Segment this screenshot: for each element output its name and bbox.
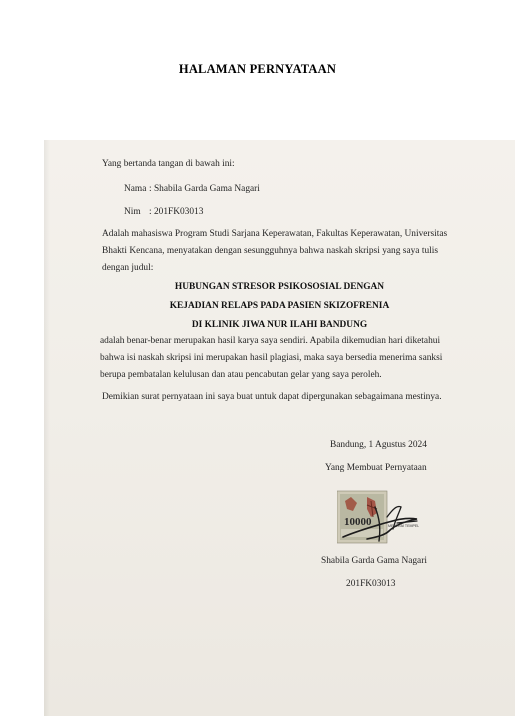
- after-line-2: bahwa isi naskah skripsi ini merupakan hasil plagiasi, maka saya bersedia menerima sanksi: [100, 353, 443, 363]
- closing-text: Demikian surat pernyataan ini saya buat untuk dapat dipergunakan sebagaimana mestinya.: [102, 392, 442, 402]
- thesis-title-line-3: DI KLINIK JIWA NUR ILAHI BANDUNG: [191, 320, 368, 330]
- place-date: Bandung, 1 Agustus 2024: [330, 440, 427, 450]
- signer-role: Yang Membuat Pernyataan: [325, 463, 427, 473]
- nim-label: Nim: [124, 207, 141, 217]
- stamp-label-text: METERAI TEMPEL: [388, 524, 419, 528]
- body-line-3: dengan judul:: [102, 263, 154, 273]
- after-line-3: berupa pembatalan kelulusan dan atau pencabutan gelar yang saya peroleh.: [100, 370, 382, 380]
- after-line-1: adalah benar-benar merupakan hasil karya saya sendiri. Apabila dikemudian hari diketahui: [100, 336, 441, 346]
- thesis-title-line-2: KEJADIAN RELAPS PADA PASIEN SKIZOFRENIA: [169, 301, 390, 311]
- page-title: HALAMAN PERNYATAAN: [178, 62, 337, 76]
- intro-text: Yang bertanda tangan di bawah ini:: [102, 159, 235, 169]
- body-line-2: Bhakti Kencana, menyatakan dengan sesungguhnya bahwa naskah skripsi yang saya tulis: [102, 246, 438, 256]
- name-label: Nama: [124, 184, 147, 194]
- name-value: : Shabila Garda Gama Nagari: [149, 184, 260, 194]
- signer-nim: 201FK03013: [346, 579, 396, 589]
- stamp-signature-graphic: [337, 487, 419, 547]
- body-line-1: Adalah mahasiswa Program Studi Sarjana Keperawatan, Fakultas Keperawatan, Universitas: [102, 229, 448, 239]
- nim-value: : 201FK03013: [149, 207, 204, 217]
- stamp-value-text: 10000: [344, 516, 372, 528]
- signer-name: Shabila Garda Gama Nagari: [321, 556, 427, 566]
- scanned-statement: [44, 140, 515, 716]
- meterai-stamp: [337, 487, 419, 547]
- thesis-title-line-1: HUBUNGAN STRESOR PSIKOSOSIAL DENGAN: [174, 282, 385, 292]
